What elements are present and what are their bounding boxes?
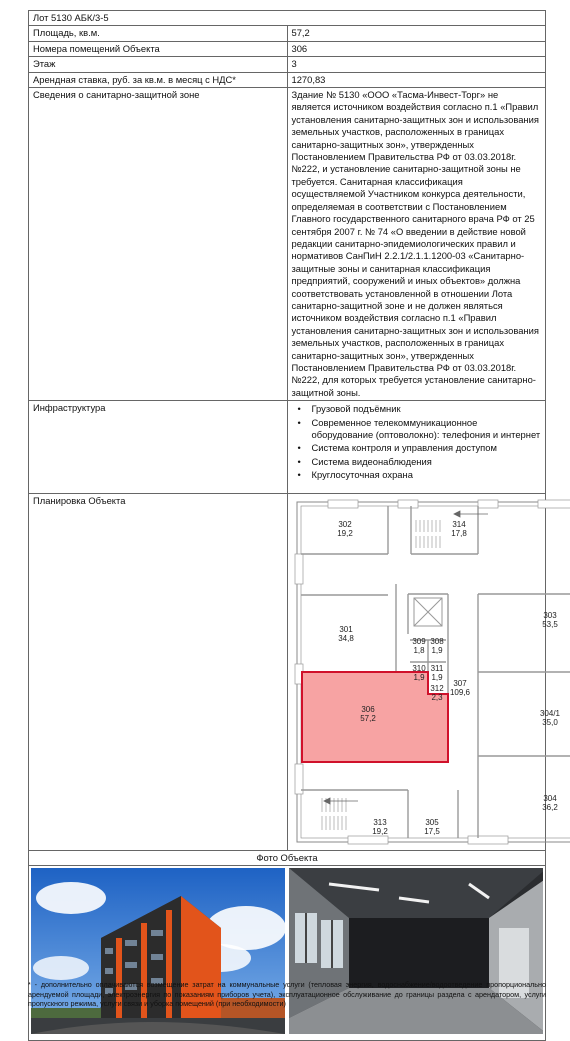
list-item: • Современное телекоммуникационное оборудование (оптоволокно): телефония и интернет xyxy=(312,417,542,442)
sanitary-label: Сведения о санитарно-защитной зоне xyxy=(29,88,288,401)
room-number: 303 xyxy=(543,611,557,620)
room-number: 313 xyxy=(373,818,387,827)
table-row xyxy=(29,401,546,493)
lot-title: Лот 5130 АБК/3-5 xyxy=(29,11,546,26)
row-value: 1270,83 xyxy=(287,72,546,87)
photos-row xyxy=(29,866,546,1041)
room-number: 306 xyxy=(361,705,375,714)
room-number: 304 xyxy=(543,794,557,803)
table-row xyxy=(29,26,546,41)
photos-title: Фото Объекта xyxy=(29,850,546,865)
lot-table xyxy=(28,10,546,1041)
elevator-shaft xyxy=(414,598,442,626)
room-area: 17,5 xyxy=(424,827,440,836)
footnote: * - дополнительно оплачиваются возмещение затрат на коммунальные услуги (тепловая энергия, водоснабжение/водоотведение пропорционально арендуемой площади, электроэнергия по показаниям приборов учета), эксплуатационное обслуживание до границы раздела с арендатором, услуги пропускного режима, услуги связи и уборка помещений (при необходимости) xyxy=(28,980,546,1009)
room-number: 311 xyxy=(430,664,443,673)
row-label: Площадь, кв.м. xyxy=(29,26,288,41)
list-item: • Система видеонаблюдения xyxy=(312,456,542,468)
table-row xyxy=(29,72,546,87)
room-area: 19,2 xyxy=(337,529,353,538)
room-number: 307 xyxy=(453,679,467,688)
room-area: 34,8 xyxy=(338,634,354,643)
room-area: 1,9 xyxy=(413,673,425,682)
row-label: Номера помещений Объекта xyxy=(29,41,288,56)
room-number: 314 xyxy=(452,520,466,529)
room-number: 308 xyxy=(430,637,444,646)
room-number: 305 xyxy=(425,818,439,827)
lot-sheet xyxy=(28,10,546,1041)
room-area: 2,3 xyxy=(431,693,443,702)
room-area: 17,8 xyxy=(451,529,467,538)
infrastructure-list-cell xyxy=(287,401,546,493)
list-item: • Система контроля и управления доступом xyxy=(312,442,542,454)
room-area: 1,9 xyxy=(431,673,443,682)
row-label: Этаж xyxy=(29,57,288,72)
room-area: 19,2 xyxy=(372,827,388,836)
row-value: 57,2 xyxy=(287,26,546,41)
stairs-icon xyxy=(416,520,440,548)
table-row xyxy=(29,493,546,850)
room-number: 302 xyxy=(338,520,352,529)
room-number: 312 xyxy=(430,684,444,693)
room-area: 53,5 xyxy=(542,620,558,629)
sanitary-text: Здание № 5130 «ООО «Тасма-Инвест-Торг» не является источником воздействия согласно п.1 «Правил установления санитарно-защитных зон и использования земельных участков, расположенных в границах санитарно-защитных зон», утвержденных Постановлением Правительства РФ от 03.03.2018г. №222, и установление санитарно-защитной зоны не требуется. Санитарная классификация осуществляемой Участником конкурса деятельности, определяемая в соответствии с Постановлением Главного государственного санитарного врача РФ от 25 сентября 2007 г. № 74 «О введении в действие новой редакции санитарно-эпидемиологических правил и нормативов СанПиН 2.2.1/2.1.1.1200-03 «Санитарно-защитные зоны и санитарная классификация предприятий, сооружений и иных объектов» должна соответствовать установленной в отношении Лота санитарно-защитной зоне и не должен являться источником воздействия согласно п.1 «Правил установления санитарно-защитных зон и использования земельных участков, расположенных в границах санитарно-защитных зон», утвержденных Постановлением Правительства РФ от 03.03.2018г. №222, для которых требуется установление санитарно-защитной зоны. xyxy=(287,88,546,401)
table-row xyxy=(29,88,546,401)
room-number: 309 xyxy=(412,637,426,646)
floor-plan xyxy=(288,494,570,850)
table-row xyxy=(29,41,546,56)
table-row xyxy=(29,57,546,72)
infrastructure-list xyxy=(292,403,542,481)
plan-label: Планировка Объекта xyxy=(29,493,288,850)
infrastructure-label: Инфраструктура xyxy=(29,401,288,493)
room-area: 1,9 xyxy=(431,646,443,655)
room-area: 1,8 xyxy=(413,646,425,655)
list-item: • Грузовой подъёмник xyxy=(312,403,542,415)
row-value: 306 xyxy=(287,41,546,56)
row-value: 3 xyxy=(287,57,546,72)
room-area: 57,2 xyxy=(360,714,376,723)
room-area: 109,6 xyxy=(449,688,470,697)
row-label: Арендная ставка, руб. за кв.м. в месяц с НДС* xyxy=(29,72,288,87)
room-area: 35,0 xyxy=(542,718,558,727)
room-number: 310 xyxy=(412,664,426,673)
list-item: • Круглосуточная охрана xyxy=(312,469,542,481)
floor-plan-cell xyxy=(287,493,546,850)
stairs-icon xyxy=(322,798,346,830)
room-number: 301 xyxy=(339,625,353,634)
room-number: 304/1 xyxy=(539,709,560,718)
room-area: 36,2 xyxy=(542,803,558,812)
